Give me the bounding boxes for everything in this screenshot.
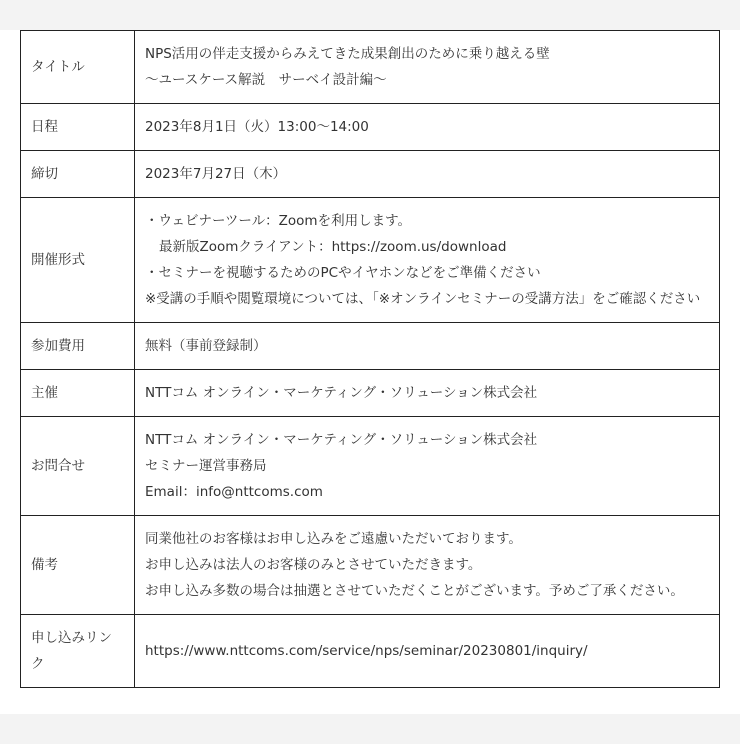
row-value (135, 151, 720, 198)
title-line: NPS活用の伴走支援からみえてきた成果創出のために乗り越える壁 (145, 46, 550, 62)
notes-line: お申し込みは法人のお客様のみとさせていただきます。 (145, 557, 482, 573)
row-format (21, 198, 720, 323)
bottom-band (0, 714, 740, 744)
row-value (135, 31, 720, 104)
contact-email[interactable]: Email：info@nttcoms.com (145, 484, 323, 500)
row-label: 申し込みリンク (21, 615, 135, 688)
subtitle-line: ～ユースケース解説 サーベイ設計編～ (145, 72, 387, 88)
zoom-client-link[interactable]: 最新版Zoomクライアント：https://zoom.us/download (159, 239, 507, 255)
row-label: 参加費用 (21, 323, 135, 370)
contact-office: セミナー運営事務局 (145, 458, 267, 474)
row-label: 開催形式 (21, 198, 135, 323)
seminar-info-table (20, 30, 720, 688)
deadline-value: 2023年7月27日（木） (145, 166, 287, 182)
fee-value: 無料（事前登録制） (145, 338, 267, 354)
row-value (135, 615, 720, 688)
row-label: お問合せ (21, 417, 135, 516)
row-label: タイトル (21, 31, 135, 104)
format-note: ※受講の手順や閲覧環境については、「※オンラインセミナーの受講方法」をご確認ください (145, 291, 701, 307)
organizer-value: NTTコム オンライン・マーケティング・ソリューション株式会社 (145, 385, 538, 401)
row-value (135, 323, 720, 370)
apply-link[interactable]: https://www.nttcoms.com/service/nps/seminar/20230801/inquiry/ (145, 643, 588, 659)
row-date (21, 104, 720, 151)
row-label: 締切 (21, 151, 135, 198)
contact-company: NTTコム オンライン・マーケティング・ソリューション株式会社 (145, 432, 538, 448)
format-line: ・セミナーを視聴するためのPCやイヤホンなどをご準備ください (145, 265, 541, 281)
row-value (135, 370, 720, 417)
row-value (135, 198, 720, 323)
row-label: 主催 (21, 370, 135, 417)
row-value (135, 417, 720, 516)
row-organizer (21, 370, 720, 417)
row-apply-link (21, 615, 720, 688)
date-value: 2023年8月1日（火）13:00～14:00 (145, 119, 369, 135)
row-fee (21, 323, 720, 370)
row-title (21, 31, 720, 104)
row-deadline (21, 151, 720, 198)
row-contact (21, 417, 720, 516)
row-label: 備考 (21, 516, 135, 615)
format-line: ・ウェビナーツール：Zoomを利用します。 (145, 213, 411, 229)
row-notes (21, 516, 720, 615)
top-band (0, 0, 740, 30)
row-value (135, 516, 720, 615)
row-label: 日程 (21, 104, 135, 151)
notes-line: 同業他社のお客様はお申し込みをご遠慮いただいております。 (145, 531, 522, 547)
row-value (135, 104, 720, 151)
notes-line: お申し込み多数の場合は抽選とさせていただくことがございます。予めご了承ください。 (145, 583, 684, 599)
